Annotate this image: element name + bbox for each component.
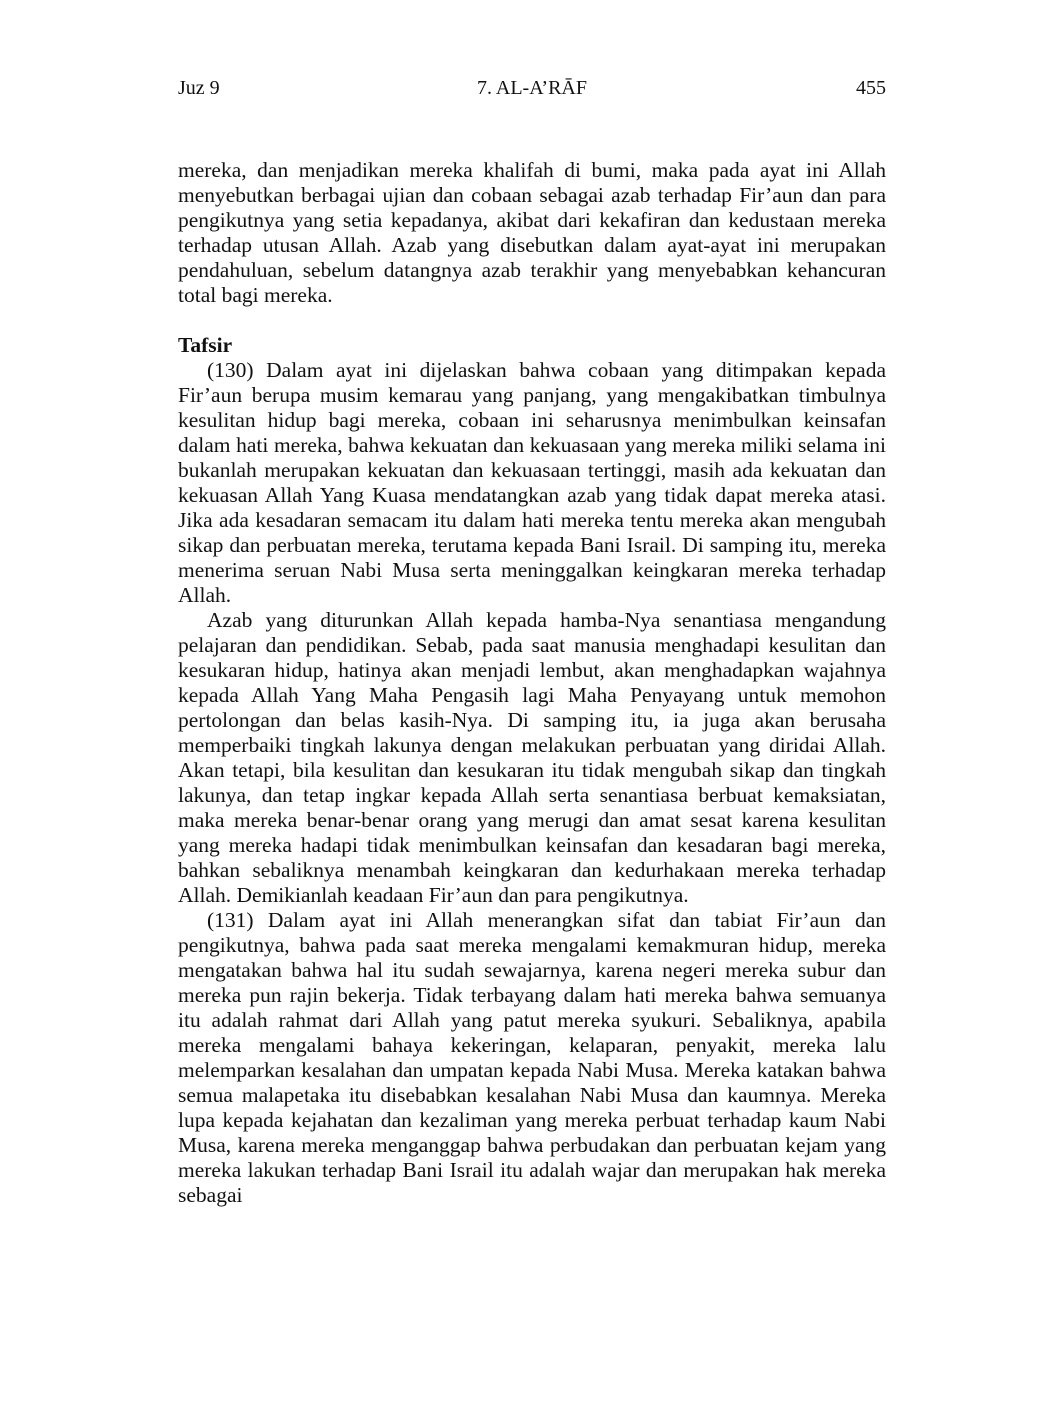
section-heading: Tafsir bbox=[178, 333, 233, 357]
paragraph-130: (130) Dalam ayat ini dijelaskan bahwa cobaan yang ditimpakan kepada Fir’aun berupa musim kemarau yang panjang, yang mengakibatkan timbulnya kesulitan hidup bagi mereka, cobaan ini seharusnya menimbulkan keinsafan dalam hati mereka, bahwa kekuatan dan kekuasaan yang mereka miliki selama ini bukanlah merupakan kekuatan dan kekuasaan tertinggi, masih ada kekuatan dan kekuasan Allah Yang Kuasa mendatangkan azab yang tidak dapat mereka atasi. Jika ada kesadaran semacam itu dalam hati mereka tentu mereka akan mengubah sikap dan perbuatan mereka, terutama kepada Bani Israil. Di samping itu, mereka menerima seruan Nabi Musa serta meninggalkan keingkaran mereka terhadap Allah. bbox=[178, 358, 886, 607]
page-number: 455 bbox=[856, 77, 886, 99]
paragraph-131: (131) Dalam ayat ini Allah menerangkan sifat dan tabiat Fir’aun dan pengikutnya, bahwa pada saat mereka mengalami kemakmuran hidup, mereka mengatakan bahwa hal itu sudah sewajarnya, karena negeri mereka subur dan mereka pun rajin bekerja. Tidak terbayang dalam hati mereka bahwa semuanya itu adalah rahmat dari Allah yang patut mereka syukuri. Sebaliknya, apabila mereka mengalami bahaya kekeringan, kelaparan, penyakit, mereka lalu melemparkan kesalahan dan umpatan kepada Nabi Musa. Mereka katakan bahwa semua malapetaka itu disebabkan kesalahan Nabi Musa dan kaumnya. Mereka lupa kepada kejahatan dan kezaliman yang mereka perbuat terhadap kaum Nabi Musa, karena mereka menganggap bahwa perbudakan dan perbuatan kejam yang mereka lakukan terhadap Bani Israil itu adalah wajar dan merupakan hak mereka sebagai bbox=[178, 908, 886, 1207]
juz-label: Juz 9 bbox=[178, 77, 220, 99]
page-body bbox=[178, 158, 886, 1208]
surah-title: 7. AL-A’RĀF bbox=[476, 77, 587, 99]
paragraph-azab: Azab yang diturunkan Allah kepada hamba-Nya senantiasa mengandung pelajaran dan pendidikan. Sebab, pada saat manusia menghadapi kesulitan dan kesukaran hidup, hatinya akan menjadi lembut, akan menghadapkan wajahnya kepada Allah Yang Maha Pengasih lagi Maha Penyayang untuk memohon pertolongan dan belas kasih-Nya. Di samping itu, ia juga akan berusaha memperbaiki tingkah lakunya dengan melakukan perbuatan yang diridai Allah. Akan tetapi, bila kesulitan dan kesukaran itu tidak mengubah sikap dan tingkah lakunya, dan tetap ingkar kepada Allah serta senantiasa berbuat kemaksiatan, maka mereka benar-benar orang yang merugi dan amat sesat karena kesulitan yang mereka hadapi tidak menimbulkan keinsafan dan kesadaran bagi mereka, bahkan sebaliknya menambah keingkaran dan kedurhakaan mereka terhadap Allah. Demikianlah keadaan Fir’aun dan para pengikutnya. bbox=[178, 608, 886, 907]
page-header bbox=[178, 74, 886, 102]
intro-paragraph: mereka, dan menjadikan mereka khalifah di bumi, maka pada ayat ini Allah menyebutkan berbagai ujian dan cobaan sebagai azab terhadap Fir’aun dan para pengikutnya yang setia kepadanya, akibat dari kekafiran dan kedustaan mereka terhadap utusan Allah. Azab yang disebutkan dalam ayat-ayat ini merupakan pendahuluan, sebelum datangnya azab terakhir yang menyebabkan kehancuran total bagi mereka. bbox=[178, 158, 886, 307]
